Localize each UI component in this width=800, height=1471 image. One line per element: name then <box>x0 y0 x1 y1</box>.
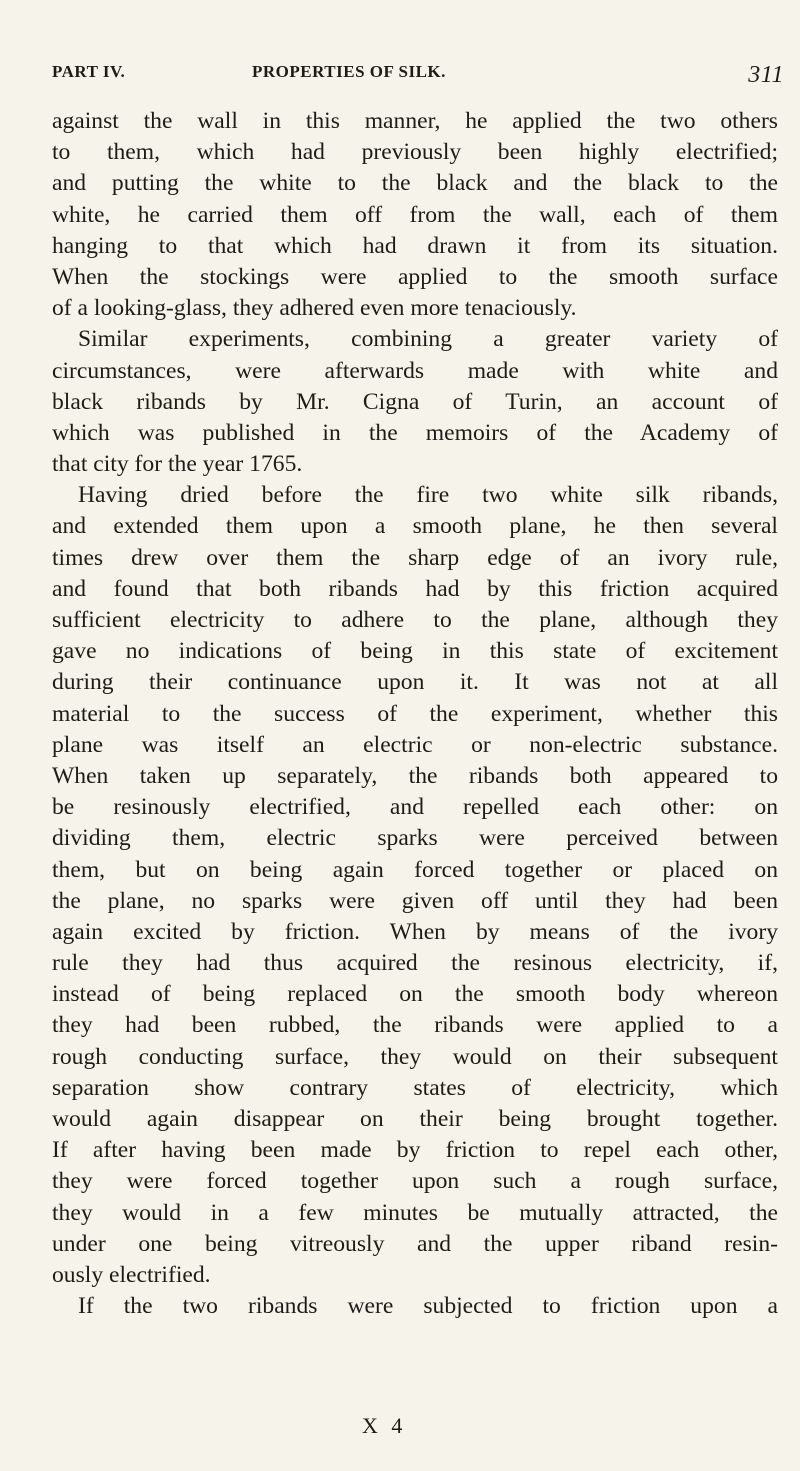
page-number: 311 <box>748 62 784 88</box>
text-line: they would in a few minutes be mutually attracted, the <box>52 1199 778 1226</box>
text-line: Having dried before the fire two white silk ribands, <box>78 482 778 509</box>
text-line: and extended them upon a smooth plane, he then several <box>52 513 778 540</box>
text-line: during their continuance upon it. It was not at all <box>52 669 778 696</box>
running-head <box>52 62 784 90</box>
text-line: be resinously electrified, and repelled each other: on <box>52 794 778 821</box>
text-line: sufficient electricity to adhere to the plane, although they <box>52 607 778 633</box>
text-line: times drew over them the sharp edge of an ivory rule, <box>52 544 778 571</box>
text-line: which was published in the memoirs of the Academy of <box>52 419 778 446</box>
part-label: PART IV. <box>52 62 126 81</box>
text-line: them, but on being again forced together or placed on <box>52 856 778 883</box>
text-line: separation show contrary states of electricity, which <box>52 1074 778 1101</box>
text-line: under one being vitreously and the upper riband resin- <box>52 1230 778 1257</box>
body-text <box>52 106 778 1322</box>
text-line: to them, which had previously been highly electrified; <box>52 139 778 166</box>
text-line: they were forced together upon such a rough surface, <box>52 1168 778 1195</box>
text-line: rough conducting surface, they would on their subsequent <box>52 1043 778 1070</box>
text-line: gave no indications of being in this state of excitement <box>52 638 778 665</box>
text-line: would again disappear on their being brought together. <box>52 1106 778 1132</box>
text-line: When the stockings were applied to the smooth surface <box>52 263 778 290</box>
text-line: and putting the white to the black and the black to the <box>52 170 778 197</box>
text-line: of a looking-glass, they adhered even more tenaciously. <box>52 295 577 322</box>
text-line: dividing them, electric sparks were perceived between <box>52 825 778 852</box>
text-line: Similar experiments, combining a greater variety of <box>78 326 778 353</box>
text-line: When taken up separately, the ribands both appeared to <box>52 762 778 789</box>
text-line: instead of being replaced on the smooth body whereon <box>52 981 778 1008</box>
text-line: rule they had thus acquired the resinous electricity, if, <box>52 950 778 977</box>
text-line: If the two ribands were subjected to friction upon a <box>78 1293 778 1320</box>
text-line: ously electrified. <box>52 1261 211 1288</box>
section-title: PROPERTIES OF SILK. <box>252 62 446 81</box>
signature-mark: X 4 <box>362 1413 407 1438</box>
text-line: circumstances, were afterwards made with white and <box>52 357 778 384</box>
text-line: material to the success of the experiment, whether this <box>52 700 778 727</box>
text-line: the plane, no sparks were given off until they had been <box>52 887 778 914</box>
text-line: that city for the year 1765. <box>52 451 303 478</box>
text-line: again excited by friction. When by means of the ivory <box>52 918 778 945</box>
text-line: plane was itself an electric or non-electric substance. <box>52 731 778 758</box>
text-line: they had been rubbed, the ribands were applied to a <box>52 1012 778 1039</box>
text-line: and found that both ribands had by this friction acquired <box>52 575 778 602</box>
text-line: If after having been made by friction to repel each other, <box>52 1137 778 1164</box>
text-line: hanging to that which had drawn it from its situation. <box>52 232 778 259</box>
text-line: white, he carried them off from the wall, each of them <box>52 201 778 228</box>
text-line: black ribands by Mr. Cigna of Turin, an account of <box>52 388 778 415</box>
text-line: against the wall in this manner, he applied the two others <box>52 108 778 134</box>
